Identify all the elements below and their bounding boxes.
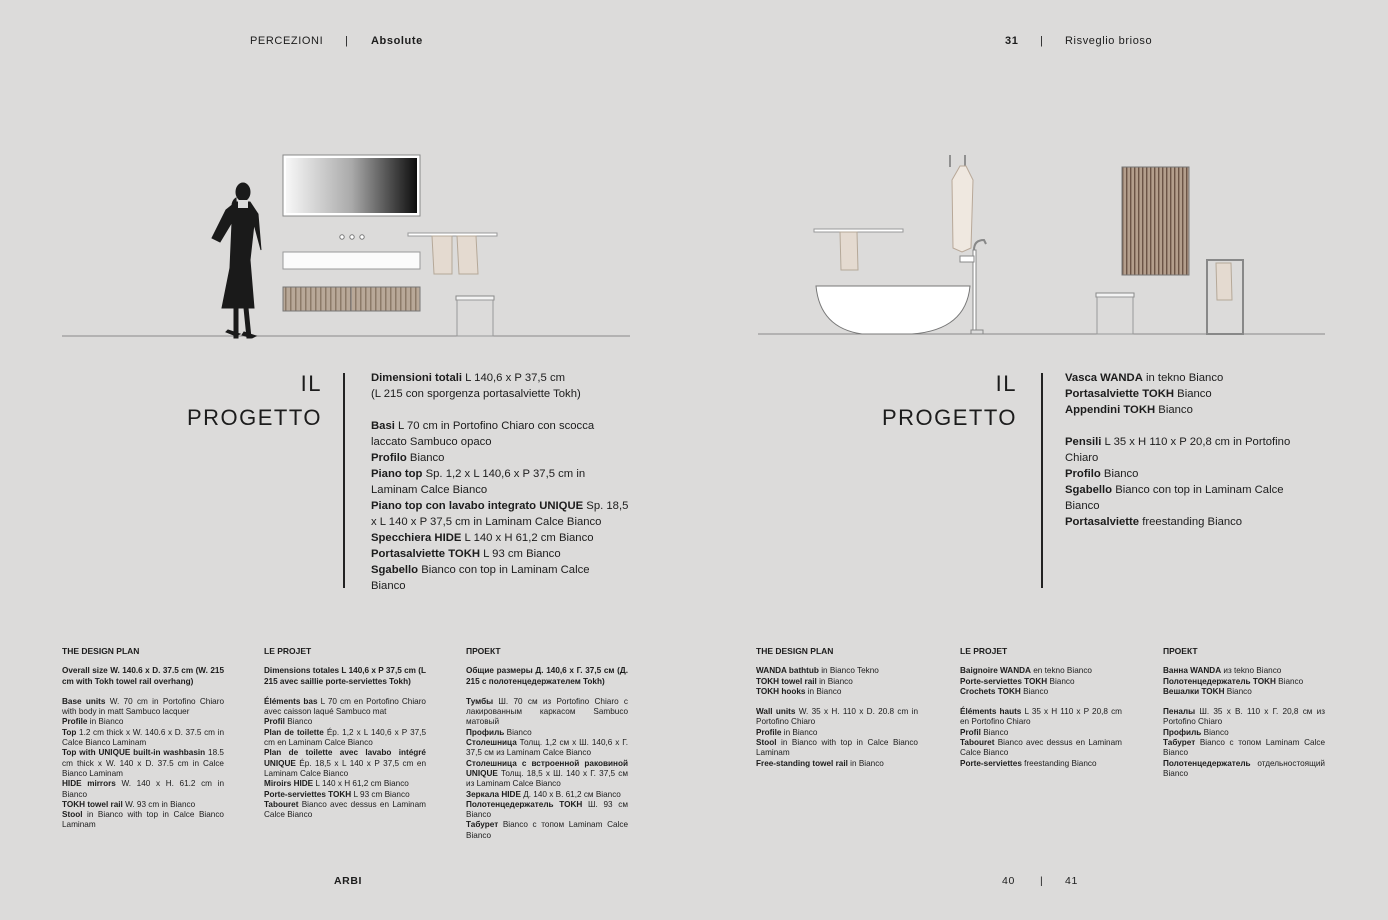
spec-line <box>371 578 633 594</box>
column-heading: ПРОЕКТ <box>1163 646 1198 656</box>
brand-footer: ARBI <box>334 875 363 887</box>
spec-line <box>371 386 633 402</box>
spec-term: Профиль <box>1163 727 1202 737</box>
title-divider <box>343 373 345 588</box>
spec-value: Bianco <box>1224 686 1252 696</box>
spec-value: Bianco <box>1020 686 1049 696</box>
spec-term: Appendini TOKH <box>1065 404 1156 416</box>
header-title: Absolute <box>371 35 423 47</box>
spec-value: Bianco <box>1047 676 1075 686</box>
page-number: 31 <box>1005 35 1019 47</box>
spec-term: TOKH towel rail <box>756 676 817 686</box>
spec-value: Bianco <box>504 727 532 737</box>
translation-line <box>466 738 628 759</box>
spec-value: из tekno Bianco <box>1221 666 1282 676</box>
spec-term: Profil <box>264 717 285 727</box>
spec-value: Bianco con top in Laminam Calce <box>1112 484 1284 496</box>
spec-term: Столешница с встроенной раковиной UNIQUE <box>466 758 628 778</box>
spec-value: Bianco avec dessus en Laminam Calce Bianco <box>960 738 1122 758</box>
block-spacer <box>1163 697 1325 707</box>
spec-term: Portasalviette TOKH <box>371 548 481 560</box>
spec-value: Bianco <box>980 727 1009 737</box>
translation-line <box>1163 738 1325 759</box>
spec-value: Bianco с топом Laminam Calce Bianco <box>1163 738 1325 758</box>
translation-line <box>62 728 224 749</box>
spec-value: W. 93 cm in Bianco <box>122 799 196 809</box>
left-col-design-plan <box>62 646 224 831</box>
block-spacer <box>960 697 1122 707</box>
spec-line <box>371 434 633 450</box>
project-title <box>150 367 322 435</box>
spec-value: in Bianco with top in Calce Bianco Laminam <box>62 810 224 830</box>
left-bathroom-illustration <box>0 140 700 380</box>
spec-value: L 140 x H 61,2 cm Bianco <box>313 779 409 789</box>
spec-term: Sgabello <box>1065 484 1113 496</box>
translation-line <box>960 728 1122 738</box>
spec-line <box>1065 450 1327 466</box>
spec-value: Bianco avec dessus en Laminam Calce Bianco <box>264 799 426 820</box>
spec-value: L 93 cm Bianco <box>480 548 561 560</box>
translation-line <box>756 677 918 687</box>
spec-term: TOKH hooks <box>756 686 806 696</box>
header-separator: | <box>345 35 348 47</box>
right-spec-list <box>1065 370 1327 530</box>
column-heading: LE PROJET <box>960 646 1008 656</box>
spec-term: Вешалки TOKH <box>1163 686 1225 696</box>
spec-term: Profile <box>756 727 782 737</box>
spec-value: in Bianco Tekno <box>818 666 879 676</box>
spec-line <box>371 450 633 466</box>
spec-term: Pensili <box>1065 436 1102 448</box>
spec-term: Stool <box>62 810 83 820</box>
spec-term: Profilo <box>371 452 407 464</box>
spec-value: Толщ. 1,2 см x Ш. 140,6 x Г. 37,5 см из Laminam Calce Bianco <box>466 738 628 758</box>
left-col-le-projet <box>264 646 426 820</box>
left-col-proekt <box>466 646 628 841</box>
spec-value: Bianco <box>1174 388 1212 400</box>
spec-value: Laminam Calce Bianco <box>371 484 488 496</box>
spec-term: Plan de toilette avec lavabo intégré UNIQUE <box>264 748 426 768</box>
spec-term: Basi <box>371 420 395 432</box>
spec-term: Base units <box>62 696 106 706</box>
translation-line <box>756 728 918 738</box>
spec-value: L 93 cm Bianco <box>351 789 410 799</box>
spec-line <box>371 514 633 530</box>
translation-line <box>960 687 1122 697</box>
spec-value: W. 35 x H. 110 x D. 20.8 cm in Portofino Chiaro <box>756 707 919 727</box>
spec-value: Bianco <box>371 580 406 592</box>
spec-value: freestanding Bianco <box>1139 516 1243 528</box>
spec-term: Полотенцедержатель TOKH <box>1163 676 1276 686</box>
spec-value: (L 215 con sporgenza portasalviette Tokh) <box>371 388 581 400</box>
spec-value: Chiaro <box>1065 452 1099 464</box>
translation-line <box>466 759 628 790</box>
spec-term: Профиль <box>466 727 505 737</box>
translation-line <box>264 728 426 749</box>
spec-value: 1.2 cm thick x W. 140.6 x D. 37.5 cm in Calce Bianco Laminam <box>62 727 224 748</box>
page-number-right: 41 <box>1065 875 1078 887</box>
spec-value: Ép. 1,2 x L 140,6 x P 37,5 cm en Laminam Calce Bianco <box>264 727 426 748</box>
spec-term: Specchiera HIDE <box>371 532 462 544</box>
spec-line <box>1065 370 1327 386</box>
footer-separator: | <box>1040 875 1044 887</box>
block-spacer <box>264 687 426 697</box>
right-bathroom-illustration <box>690 140 1388 380</box>
spec-term: Зеркала HIDE <box>466 789 521 799</box>
spec-value: L 35 x H 110 x P 20,8 cm en Portofino Chiaro <box>960 707 1122 727</box>
block-spacer <box>371 402 633 418</box>
spec-value: Bianco <box>1155 404 1193 416</box>
translation-line <box>62 697 224 718</box>
spec-value: in Bianco <box>805 686 842 696</box>
spec-term: Общие размеры Д. 140,6 x Г. 37,5 см (Д. 215 с полотенцедержателем Tokh) <box>466 666 628 686</box>
translation-line <box>264 748 426 779</box>
spec-value: W. 70 cm in Portofino Chiaro with body in matt Sambuco lacquer <box>62 696 224 717</box>
translation-line <box>960 677 1122 687</box>
spec-line <box>371 482 633 498</box>
spec-term: Vasca WANDA <box>1065 372 1143 384</box>
header-separator: | <box>1040 35 1043 47</box>
spec-term: Полотенцедержатель <box>1163 758 1251 768</box>
page-number-left: 40 <box>1002 875 1015 887</box>
spec-line <box>371 498 633 514</box>
spec-value: L 70 cm en Portofino Chiaro avec caisson laqué Sambuco mat <box>264 696 426 717</box>
spec-value: W. 140 x H. 61.2 cm in Bianco <box>62 779 225 799</box>
spec-value: отдельностоящий Bianco <box>1163 758 1325 778</box>
translation-line <box>960 759 1122 769</box>
spec-term: HIDE mirrors <box>62 779 116 789</box>
spec-term: Piano top <box>371 468 423 480</box>
spec-value: in tekno Bianco <box>1142 372 1224 384</box>
project-title <box>845 367 1017 435</box>
spec-value: L 140 x H 61,2 cm Bianco <box>461 532 594 544</box>
block-spacer <box>1065 418 1327 434</box>
spec-term: Tabouret <box>960 738 995 748</box>
spec-term: WANDA bathtub <box>756 666 819 676</box>
spec-value: en tekno Bianco <box>1030 666 1092 676</box>
translation-line <box>62 748 224 779</box>
spec-value: Bianco <box>406 452 445 464</box>
spec-term: Crochets TOKH <box>960 686 1021 696</box>
translation-line <box>62 800 224 810</box>
spec-value: Bianco con top in Laminam Calce <box>418 564 590 576</box>
column-heading: ПРОЕКТ <box>466 646 501 656</box>
spec-value: Д. 140 x В. 61,2 см Bianco <box>520 789 621 799</box>
spec-term: Тумбы <box>466 696 494 706</box>
spec-value: Sp. 1,2 x L 140,6 x P 37,5 cm in <box>422 468 586 480</box>
spec-term: Portasalviette TOKH <box>1065 388 1175 400</box>
spec-value: Bianco <box>1201 727 1229 737</box>
spec-term: Profil <box>960 727 981 737</box>
column-heading: LE PROJET <box>264 646 312 656</box>
spec-value: Ép. 18,5 x L 140 x P 37,5 cm en Laminam Calce Bianco <box>264 758 426 778</box>
spec-value: x L 140 x P 37,5 cm in Laminam Calce Bianco <box>371 516 602 528</box>
spec-term: Stool <box>756 738 777 748</box>
spec-term: Miroirs HIDE <box>264 779 314 789</box>
spec-value: in Bianco with top in Calce Bianco Laminam <box>756 738 918 758</box>
right-col-le-projet <box>960 646 1122 769</box>
block-spacer <box>62 687 224 697</box>
spec-value: Ш. 35 x В. 110 x Г. 20,8 см из Portofino Chiaro <box>1163 707 1325 727</box>
spec-value: L 35 x H 110 x P 20,8 cm in Portofino <box>1101 436 1291 448</box>
spec-line <box>371 562 633 578</box>
spec-line <box>1065 402 1327 418</box>
spec-value: Ш. 93 см Bianco <box>466 799 628 820</box>
translation-line <box>466 790 628 800</box>
spec-term: Portasalviette <box>1065 516 1140 528</box>
spec-value: Bianco <box>1100 468 1139 480</box>
spec-term: Overall size W. 140.6 x D. 37.5 cm (W. 215 cm with Tokh towel rail overhang) <box>62 666 224 686</box>
title-line-1: IL <box>300 371 322 396</box>
translation-line <box>960 666 1122 676</box>
translation-line <box>264 800 426 821</box>
spec-term: Profile <box>62 717 88 727</box>
spec-term: Top with UNIQUE built-in washbasin <box>62 748 206 758</box>
right-col-design-plan <box>756 646 918 769</box>
block-spacer <box>756 697 918 707</box>
spec-value: L 70 cm in Portofino Chiaro con scocca <box>394 420 595 432</box>
spec-value: Bianco <box>1275 676 1304 686</box>
spec-term: Dimensions totales L 140,6 x P 37,5 cm (L 215 avec saillie porte-serviettes Tokh) <box>264 666 426 686</box>
spec-line <box>371 466 633 482</box>
spec-line <box>371 418 633 434</box>
header-title: Risveglio brioso <box>1065 35 1153 47</box>
column-heading: THE DESIGN PLAN <box>756 646 834 656</box>
spec-line <box>1065 498 1327 514</box>
spec-value: laccato Sambuco opaco <box>371 436 492 448</box>
spec-value: L 140,6 x P 37,5 cm <box>462 372 566 384</box>
spec-term: Wall units <box>756 707 796 717</box>
spec-term: Porte-serviettes <box>960 758 1022 768</box>
spec-term: Столешница <box>466 738 517 748</box>
spec-line <box>1065 514 1327 530</box>
spec-term: Полотенцедержатель TOKH <box>466 799 583 809</box>
translation-line <box>1163 759 1325 780</box>
translation-line <box>1163 677 1325 687</box>
spec-term: TOKH towel rail <box>62 799 123 809</box>
spec-line <box>1065 386 1327 402</box>
translation-line <box>960 707 1122 728</box>
translation-line <box>62 666 224 687</box>
column-heading: THE DESIGN PLAN <box>62 646 140 656</box>
spec-term: Табурет <box>1163 738 1196 748</box>
spec-line <box>1065 482 1327 498</box>
spec-term: Profilo <box>1065 468 1101 480</box>
translation-line <box>756 687 918 697</box>
spec-term: Éléments bas <box>264 696 318 706</box>
spec-term: Free-standing towel rail <box>756 758 848 768</box>
spec-value: Bianco <box>284 717 313 727</box>
title-line-1: IL <box>995 371 1017 396</box>
spec-term: Top <box>62 727 77 737</box>
translation-line <box>264 666 426 687</box>
translation-line <box>1163 707 1325 728</box>
section-label: PERCEZIONI <box>250 35 324 47</box>
spec-value: in Bianco <box>87 717 124 727</box>
spec-value: Толщ. 18,5 x Ш. 140 x Г. 37,5 см из Laminam Calce Bianco <box>466 768 628 789</box>
spec-value: in Bianco <box>847 758 884 768</box>
spec-value: in Bianco <box>816 676 853 686</box>
translation-line <box>756 707 918 728</box>
spec-line <box>1065 466 1327 482</box>
translation-line <box>466 820 628 841</box>
block-spacer <box>466 687 628 697</box>
title-line-2: PROGETTO <box>186 405 322 430</box>
spec-value: freestanding Bianco <box>1021 758 1097 768</box>
translation-line <box>1163 728 1325 738</box>
spec-line <box>371 370 633 386</box>
translation-line <box>756 759 918 769</box>
spec-term: Porte-serviettes TOKH <box>960 676 1048 686</box>
right-col-proekt <box>1163 646 1325 779</box>
translation-line <box>466 800 628 821</box>
spec-line <box>1065 434 1327 450</box>
translation-line <box>264 697 426 718</box>
title-line-2: PROGETTO <box>881 405 1017 430</box>
translation-line <box>466 666 628 687</box>
translation-line <box>960 738 1122 759</box>
spec-term: Tabouret <box>264 799 299 809</box>
spec-value: 18.5 cm thick x W. 140 x D. 37.5 cm in Calce Bianco Laminam <box>62 748 224 778</box>
spec-term: Piano top con lavabo integrato UNIQUE <box>371 500 584 512</box>
translation-line <box>1163 687 1325 697</box>
translation-line <box>264 779 426 789</box>
spec-line <box>371 546 633 562</box>
spec-term: Ванна WANDA <box>1163 666 1222 676</box>
spec-line <box>371 530 633 546</box>
spec-term: Éléments hauts <box>960 707 1022 717</box>
spec-term: Пеналы <box>1163 707 1196 717</box>
spec-value: Ш. 70 см из Portofino Chiaro с лакированным каркасом Sambuco матовый <box>466 696 628 727</box>
spec-term: Porte-serviettes TOKH <box>264 789 352 799</box>
translation-line <box>62 779 224 800</box>
translation-line <box>62 717 224 727</box>
spec-value: Bianco <box>1065 500 1100 512</box>
spec-value: Bianco с топом Laminam Calce Bianco <box>466 820 628 840</box>
title-divider <box>1041 373 1043 588</box>
spec-term: Plan de toilette <box>264 727 324 737</box>
translation-line <box>62 810 224 831</box>
translation-line <box>466 728 628 738</box>
translation-line <box>756 666 918 676</box>
spec-term: Dimensioni totali <box>371 372 463 384</box>
translation-line <box>1163 666 1325 676</box>
spec-term: Табурет <box>466 820 499 830</box>
translation-line <box>466 697 628 728</box>
translation-line <box>756 738 918 759</box>
spec-value: in Bianco <box>781 727 818 737</box>
spec-term: Baignoire WANDA <box>960 666 1031 676</box>
left-spec-list <box>371 370 633 594</box>
translation-line <box>264 717 426 727</box>
translation-line <box>264 790 426 800</box>
spec-value: Sp. 18,5 <box>583 500 629 512</box>
spec-term: Sgabello <box>371 564 419 576</box>
